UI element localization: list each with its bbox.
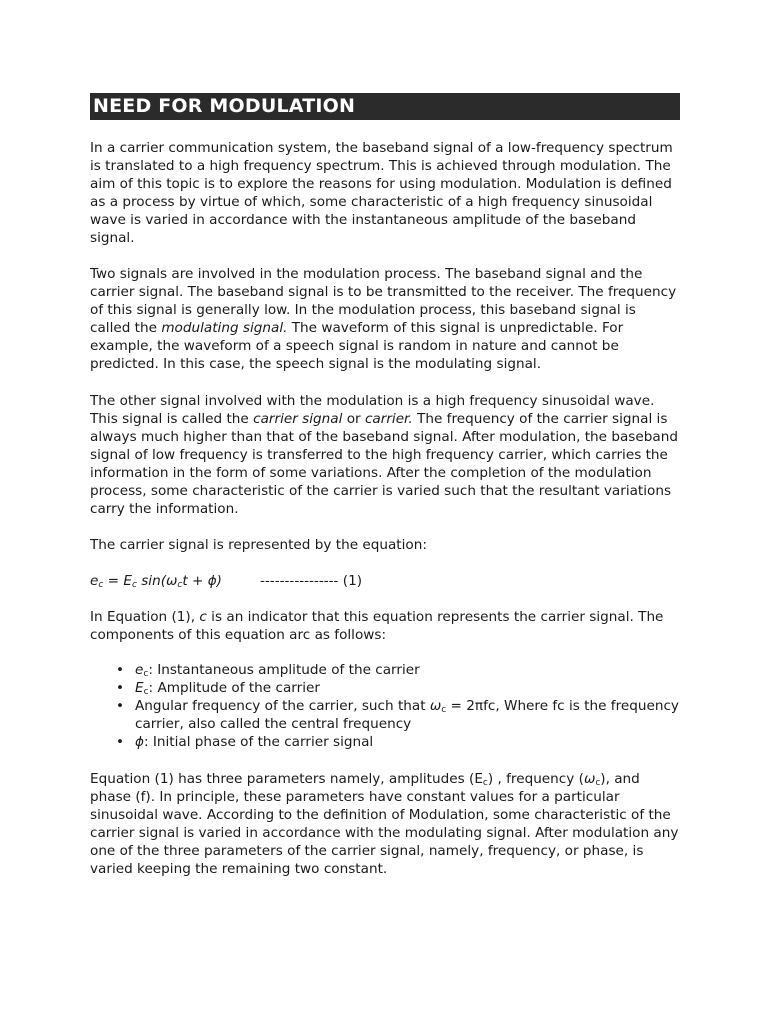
eq-part: t + ϕ) — [182, 573, 222, 589]
list-text: : Initial phase of the carrier signal — [143, 734, 374, 750]
emphasis-carrier-signal: carrier signal — [253, 411, 343, 427]
carrier-equation — [90, 572, 680, 590]
paragraph-text: Equation (1) has three parameters namely, amplitudes (E — [90, 771, 483, 787]
list-var: ω — [429, 698, 442, 714]
paragraph-text: Two signals are involved in the modulation process. The baseband signal and the carrier signal. The baseband signal is to be transmitted to the receiver. The frequency of this signal is generally low. In the modulation process, this baseband signal is called the — [90, 266, 677, 336]
paragraph-subscript: c — [482, 778, 488, 788]
eq-subscript: c — [131, 580, 137, 590]
list-text: = 2πfc, Where fc is the frequency carrier, also called the central frequency — [135, 698, 679, 732]
list-text: : Instantaneous amplitude of the carrier — [148, 662, 420, 678]
paragraph-parameters — [90, 770, 680, 878]
list-item — [90, 733, 680, 751]
list-var: e — [135, 662, 144, 678]
bullet-icon: • — [116, 662, 125, 678]
paragraph-text: The other signal involved with the modulation is a high frequency sinusoidal wave. This signal is called the — [90, 393, 655, 427]
eq-subscript: c — [177, 580, 183, 590]
list-var: ϕ — [135, 734, 144, 750]
eq-part: = E — [103, 573, 132, 589]
list-var: E — [135, 680, 144, 696]
emphasis-modulating-signal: modulating signal. — [161, 320, 288, 336]
list-item — [90, 661, 680, 679]
list-subscript: c — [441, 705, 447, 715]
paragraph-text: ), and phase (f). In principle, these parameters have constant values for a particular sinusoidal wave. According to the definition of Modulation, some characteristic of the carrier signal is varied in accordance with the modulating signal. After modulation any one of the three parameters of the carrier signal, namely, frequency, or phase, is varied keeping the remaining two constant. — [90, 771, 679, 877]
paragraph-text: The frequency of the carrier signal is always much higher than that of the baseband signal. After modulation, the baseband signal of low frequency is transferred to the high frequency carrier, which carries the information in the form of some variations. After the completion of the modulation process, some characteristic of the carrier is varied such that the resultant variations carry the information. — [90, 411, 678, 517]
eq-subscript: c — [98, 580, 104, 590]
heading-bar — [90, 93, 680, 120]
paragraph-text: ) , frequency ( — [487, 771, 584, 787]
paragraph-text: is an indicator that this equation represents the carrier signal. The components of this equation arc as follows: — [90, 609, 664, 643]
paragraph-subscript: c — [595, 778, 601, 788]
bullet-icon: • — [116, 698, 125, 714]
component-list — [90, 661, 680, 751]
paragraph-text: In Equation (1), — [90, 609, 200, 625]
emphasis-c: c — [199, 609, 207, 625]
emphasis-carrier: carrier. — [364, 411, 413, 427]
bullet-icon: • — [116, 680, 125, 696]
list-text: Angular frequency of the carrier, such that — [135, 698, 430, 714]
paragraph-equation-intro: The carrier signal is represented by the equation: — [90, 537, 427, 553]
paragraph-var: ω — [583, 771, 596, 787]
eq-part: sin(ω — [136, 573, 178, 589]
list-item — [90, 697, 680, 733]
list-item — [90, 679, 680, 697]
page-title: NEED FOR MODULATION — [93, 95, 356, 117]
list-subscript: c — [143, 687, 149, 697]
list-text: : Amplitude of the carrier — [148, 680, 320, 696]
paragraph-components — [90, 608, 680, 644]
equation-number: ---------------- (1) — [259, 573, 363, 589]
paragraph-signals — [90, 265, 680, 373]
paragraph-text: The waveform of this signal is unpredictable. For example, the waveform of a speech signal is random in nature and cannot be predicted. In this case, the speech signal is the modulating signal. — [90, 320, 624, 372]
bullet-icon: • — [116, 734, 125, 750]
paragraph-carrier — [90, 392, 680, 518]
list-subscript: c — [143, 669, 149, 679]
eq-var: e — [90, 573, 99, 589]
paragraph-text: or — [342, 411, 365, 427]
paragraph-intro: In a carrier communication system, the baseband signal of a low-frequency spectrum is translated to a high frequency spectrum. This is achieved through modulation. The aim of this topic is to explore the reasons for using modulation. Modulation is defined as a process by virtue of which, some characteristic of a high frequency sinusoidal wave is varied in accordance with the instantaneous amplitude of the baseband signal. — [90, 140, 673, 246]
